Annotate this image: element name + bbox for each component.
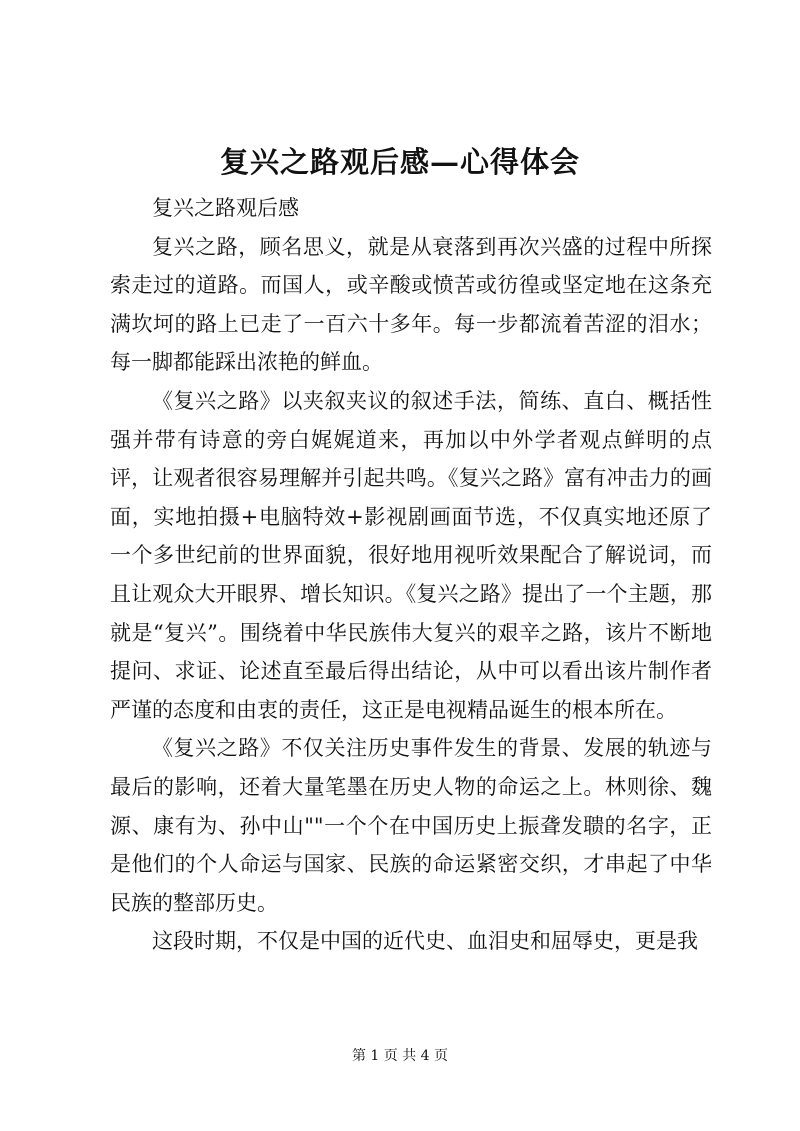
paragraph-2: 《复兴之路》以夹叙夹议的叙述手法，简练、直白、概括性强并带有诗意的旁白娓娓道来，再加以中外学者观点鲜明的点评，让观者很容易理解并引起共鸣。《复兴之路》富有冲击力的画面，实地拍摄+电脑特效+影视剧画面节选，不仅真实地还原了一个多世纪前的世界面貌，很好地用视听效果配合了解说词，而且让观众大开眼界、增长知识。《复兴之路》提出了一个主题，那就是“复兴”。围绕着中华民族伟大复兴的艰辛之路，该片不断地提问、求证、论述直至最后得出结论，从中可以看出该片制作者严谨的态度和由衷的责任，这正是电视精品诞生的根本所在。 bbox=[110, 388, 712, 722]
document-subtitle: 复兴之路观后感 bbox=[152, 196, 299, 220]
paragraph-1: 复兴之路，顾名思义，就是从衰落到再次兴盛的过程中所探索走过的道路。而国人，或辛酸或愤苦或彷徨或坚定地在这条充满坎坷的路上已走了一百六十多年。每一步都流着苦涩的泪水；每一脚都能踩出浓艳的鲜血。 bbox=[110, 234, 712, 375]
page-title: 复兴之路观后感—心得体会 bbox=[219, 145, 580, 179]
page-footer bbox=[0, 1046, 800, 1066]
paragraph-4: 这段时期，不仅是中国的近代史、血泪史和屈辱史，更是我 bbox=[152, 929, 698, 954]
paragraph-3: 《复兴之路》不仅关注历史事件发生的背景、发展的轨迹与最后的影响，还着大量笔墨在历史人物的命运之上。林则徐、魏源、康有为、孙中山""一个个在中国历史上振聋发聩的名字，正是他们的个人命运与国家、民族的命运紧密交织，才串起了中华民族的整部历史。 bbox=[110, 736, 712, 915]
page-number: 第 1 页 共 4 页 bbox=[351, 1048, 449, 1064]
document-body bbox=[110, 189, 712, 961]
